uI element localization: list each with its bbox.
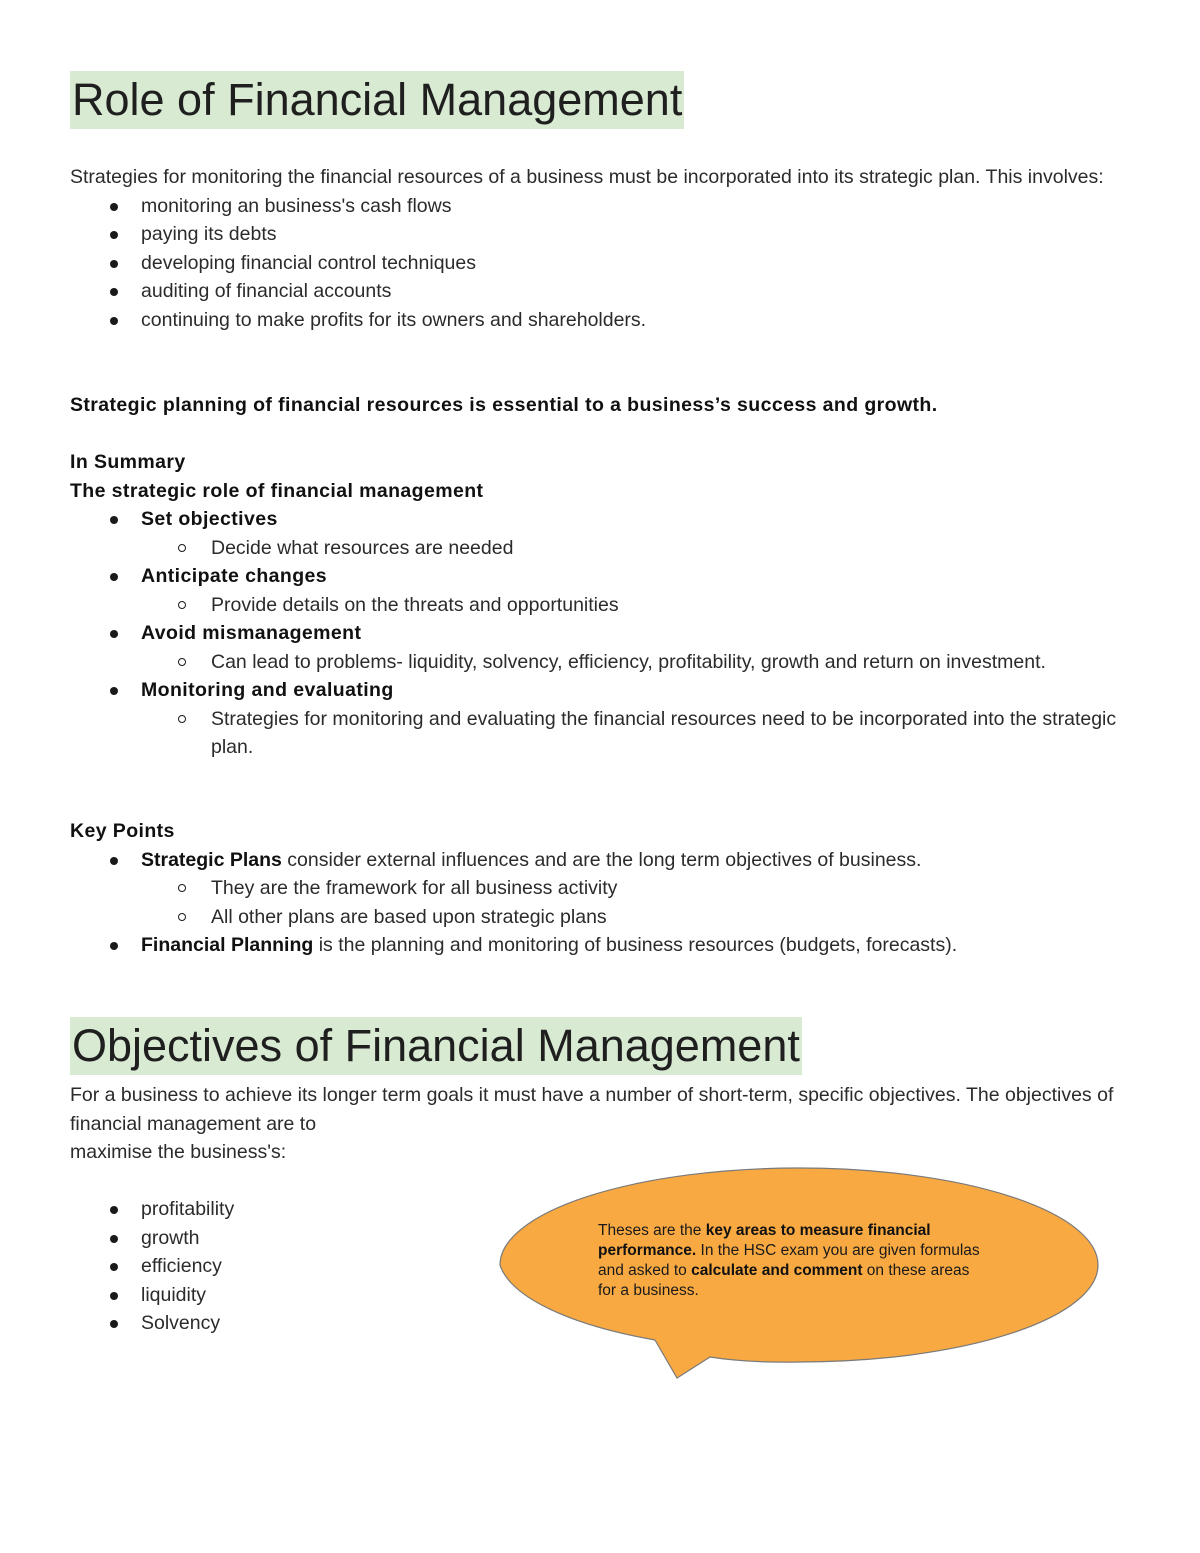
list-item: efficiency [70,1252,470,1281]
list-item [70,619,1140,676]
key-points-list [70,846,1140,960]
summary-item-title: Monitoring and evaluating [141,679,394,701]
summary-section [70,448,1140,762]
callout-text-emphasis: calculate and comment [691,1262,863,1279]
summary-item-detail: Provide details on the threats and opportunities [141,591,1140,620]
list-item: liquidity [70,1281,470,1310]
list-item: They are the framework for all business activity [141,874,1140,903]
callout-text [598,1221,990,1301]
list-item: developing financial control techniques [70,249,1140,278]
key-term-strategic-plans: Strategic Plans [141,848,282,871]
list-item: monitoring an business's cash flows [70,192,1140,221]
summary-item-detail: Decide what resources are needed [141,534,1140,563]
list-item: continuing to make profits for its owners and shareholders. [70,306,1140,335]
summary-item-detail: Strategies for monitoring and evaluating the financial resources need to be incorporated into the strategic plan. [141,705,1140,762]
summary-item-detail: Can lead to problems- liquidity, solvency, efficiency, profitability, growth and return on investment. [141,648,1140,677]
objectives-intro [70,1081,1140,1167]
callout-text-part: In the HSC exam you are given formulas and asked to [598,1242,980,1279]
key-points-heading: Key Points [70,820,175,842]
key-text-strategic-plans: consider external influences and are the long term objectives of business. [281,848,922,871]
list-item: All other plans are based upon strategic plans [141,903,1140,932]
list-item: Solvency [70,1309,470,1338]
summary-subheading: The strategic role of financial management [70,479,484,502]
objectives-intro-line2: maximise the business's: [70,1141,287,1163]
list-item [70,931,1140,960]
section-role-body [70,163,1140,334]
list-item [70,562,1140,619]
summary-heading: In Summary [70,451,186,473]
list-item: growth [70,1224,470,1253]
key-points-section [70,817,1140,960]
list-item: paying its debts [70,220,1140,249]
section-title-objectives: Objectives of Financial Management [70,1017,802,1075]
list-item [70,676,1140,762]
key-term-financial-planning: Financial Planning [141,934,314,956]
key-text-financial-planning: is the planning and monitoring of business resources (budgets, forecasts). [313,934,958,956]
section-title-role: Role of Financial Management [70,71,684,129]
summary-list [70,505,1140,762]
objectives-intro-line1: For a business to achieve its longer term goals it must have a number of short-term, specific objectives. The objectives of financial management are to [70,1084,1114,1135]
list-item: auditing of financial accounts [70,277,1140,306]
role-intro: Strategies for monitoring the financial resources of a business must be incorporated into its strategic plan. This involves: [70,166,1104,188]
list-item [70,846,1140,932]
callout-text-part: on these areas for a business. [598,1262,970,1299]
list-item [70,505,1140,562]
callout-text-emphasis: key areas to measure financial performance. [598,1222,931,1259]
objectives-list [70,1195,470,1338]
summary-item-title: Avoid mismanagement [141,622,362,644]
list-item: profitability [70,1195,470,1224]
summary-item-title: Anticipate changes [141,565,327,587]
callout-text-part: Theses are the [598,1222,706,1239]
objectives-list-wrap [70,1195,470,1338]
role-bullet-list [70,192,1140,335]
strategic-statement: Strategic planning of financial resources is essential to a business’s success and growth. [70,394,938,416]
summary-item-title: Set objectives [141,508,278,530]
